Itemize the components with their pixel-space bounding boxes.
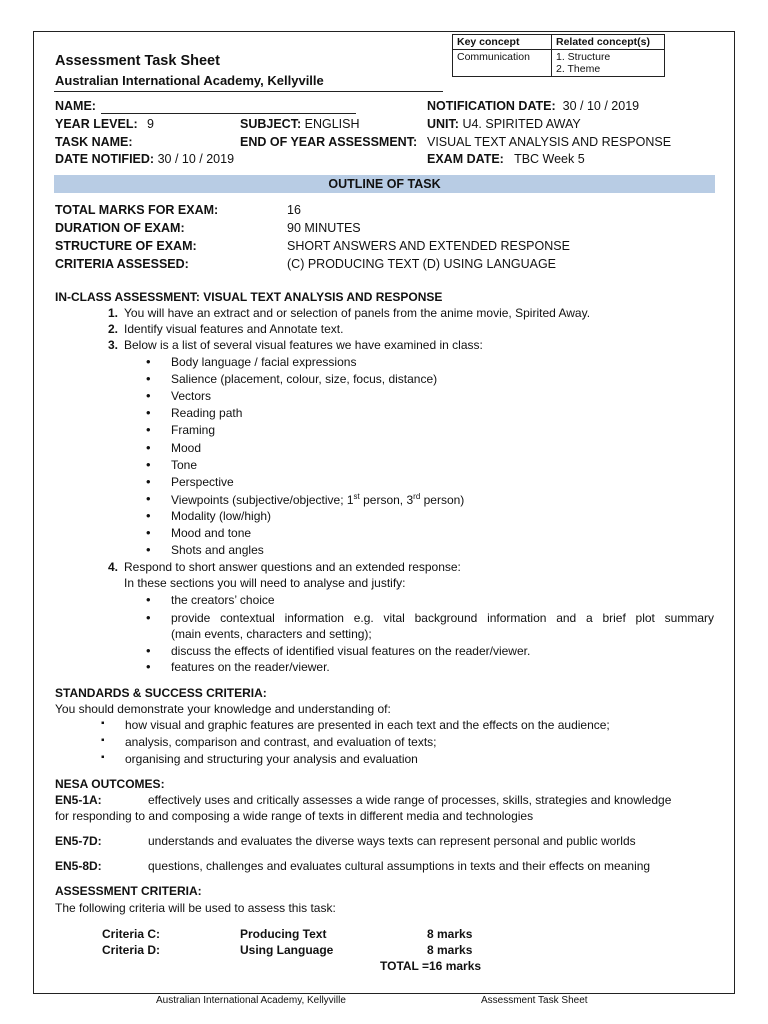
notification-label: NOTIFICATION DATE: [427,99,556,113]
exam-value: TBC Week 5 [514,152,585,166]
feature-item: • Tone [171,458,197,472]
standards-item: ▪ how visual and graphic features are presented in each text and the effects on the audience; [125,718,610,732]
related-concept-2: 2. Theme [556,63,601,75]
exam-label: EXAM DATE: [427,152,504,166]
eoy-label: END OF YEAR ASSESSMENT: [240,135,418,149]
header-underline [54,91,443,92]
inclass-item-4 [96,560,461,574]
nesa-code: EN5-8D: [55,859,102,873]
related-concept-1: 1. Structure [556,51,611,63]
info-value-duration: 90 MINUTES [287,221,361,235]
criteria-name: Criteria D: [102,943,161,957]
key-concept-header: Key concept [453,35,552,50]
task-label: TASK NAME: [55,135,133,149]
nesa-code: EN5-1A: [55,793,102,807]
feature-item: • Salience (placement, colour, size, focus, distance) [171,372,437,386]
criteria-desc: Producing Text [240,927,327,941]
criteria-marks: 8 marks [427,927,473,941]
unit [427,117,581,131]
standards-item: ▪ analysis, comparison and contrast, and evaluation of texts; [125,735,437,749]
exam-date [427,152,585,166]
standards-heading: STANDARDS & SUCCESS CRITERIA: [55,686,267,700]
analyse-item: • discuss the effects of identified visual features on the reader/viewer. [171,644,530,658]
item-text: Below is a list of several visual features we have examined in class: [124,338,483,352]
unit-value: U4. SPIRITED AWAY [462,117,581,131]
school-name: Australian International Academy, Kellyville [55,73,324,88]
feature-item: • Body language / facial expressions [171,355,356,369]
nesa-text: understands and evaluates the diverse ways texts can represent personal and public worlds [148,834,636,848]
inclass-item-2 [96,322,343,336]
criteria-total: TOTAL =16 marks [380,959,482,973]
document-title: Assessment Task Sheet [55,53,220,69]
info-label-structure: STRUCTURE OF EXAM: [55,239,197,253]
notification-value: 30 / 10 / 2019 [562,99,640,113]
standards-intro: You should demonstrate your knowledge and understanding of: [55,702,391,716]
inclass-item-3 [96,338,483,352]
outline-heading: OUTLINE OF TASK [54,175,715,193]
nesa-text: effectively uses and critically assesses a wide range of processes, skills, strategies and knowledge [148,793,672,807]
feature-item: • Vectors [171,389,211,403]
feature-item: • Modality (low/high) [171,509,271,523]
analyse-item: • features on the reader/viewer. [171,660,330,674]
item-number: 3. [107,338,118,352]
feature-item: • Mood [171,441,201,455]
name-line[interactable] [101,113,356,114]
criteria-heading: ASSESSMENT CRITERIA: [55,884,202,898]
footer-right: Assessment Task Sheet [481,995,588,1006]
item-text: Identify visual features and Annotate text. [124,322,344,336]
date-notified [55,152,234,166]
criteria-desc: Using Language [240,943,334,957]
subject [240,117,360,131]
unit-label: UNIT: [427,117,459,131]
name-label: NAME: [55,99,96,113]
concept-table [452,34,665,77]
analyse-item-cont: (main events, characters and setting); [171,627,372,641]
info-label-marks: TOTAL MARKS FOR EXAM: [55,203,219,217]
nesa-code: EN5-7D: [55,834,102,848]
info-value-marks: 16 [287,203,301,217]
feature-item: • Reading path [171,406,242,420]
criteria-marks: 8 marks [427,943,473,957]
info-label-criteria: CRITERIA ASSESSED: [55,257,189,271]
item-number: 2. [107,322,118,336]
key-concept-value: Communication [453,50,552,77]
info-value-criteria: (C) PRODUCING TEXT (D) USING LANGUAGE [287,257,557,271]
standards-item: ▪ organising and structuring your analysis and evaluation [125,752,418,766]
notification-date [427,99,639,113]
inclass-item-1 [96,306,590,320]
inclass-heading: IN-CLASS ASSESSMENT: VISUAL TEXT ANALYSIS AND RESPONSE [55,290,443,304]
item-text: Respond to short answer questions and an extended response: [124,560,461,574]
item-number: 1. [107,306,118,320]
related-concept-header: Related concept(s) [552,35,665,50]
notified-value: 30 / 10 / 2019 [157,152,235,166]
subject-value: ENGLISH [304,117,360,131]
nesa-text: questions, challenges and evaluates cultural assumptions in texts and their effects on meaning [148,859,651,873]
inclass-item-4-sub: In these sections you will need to analyse and justify: [124,576,406,590]
item-text: You will have an extract and or selection of panels from the anime movie, Spirited Away. [124,306,591,320]
footer-left: Australian International Academy, Kellyville [156,995,346,1006]
feature-item: • Perspective [171,475,234,489]
analyse-item: • the creators’ choice [171,593,275,607]
criteria-intro: The following criteria will be used to assess this task: [55,901,336,915]
info-value-structure: SHORT ANSWERS AND EXTENDED RESPONSE [287,239,570,253]
feature-item: • Framing [171,423,215,437]
criteria-name: Criteria C: [102,927,161,941]
nesa-text-cont: for responding to and composing a wide range of texts in different media and technologies [55,809,534,823]
feature-item: • Viewpoints (subjective/objective; 1st person, 3rd person) [171,492,464,507]
nesa-heading: NESA OUTCOMES: [55,777,165,791]
feature-item: • Mood and tone [171,526,251,540]
info-label-duration: DURATION OF EXAM: [55,221,185,235]
feature-item: • Shots and angles [171,543,264,557]
eoy-value: VISUAL TEXT ANALYSIS AND RESPONSE [427,135,672,149]
notified-label: DATE NOTIFIED: [55,152,155,166]
analyse-item: • provide contextual information e.g. vital background information and a brief plot summary [171,611,714,625]
year-label: YEAR LEVEL: [55,117,138,131]
year-value: 9 [147,117,154,131]
subject-label: SUBJECT: [240,117,302,131]
item-number: 4. [107,560,118,574]
